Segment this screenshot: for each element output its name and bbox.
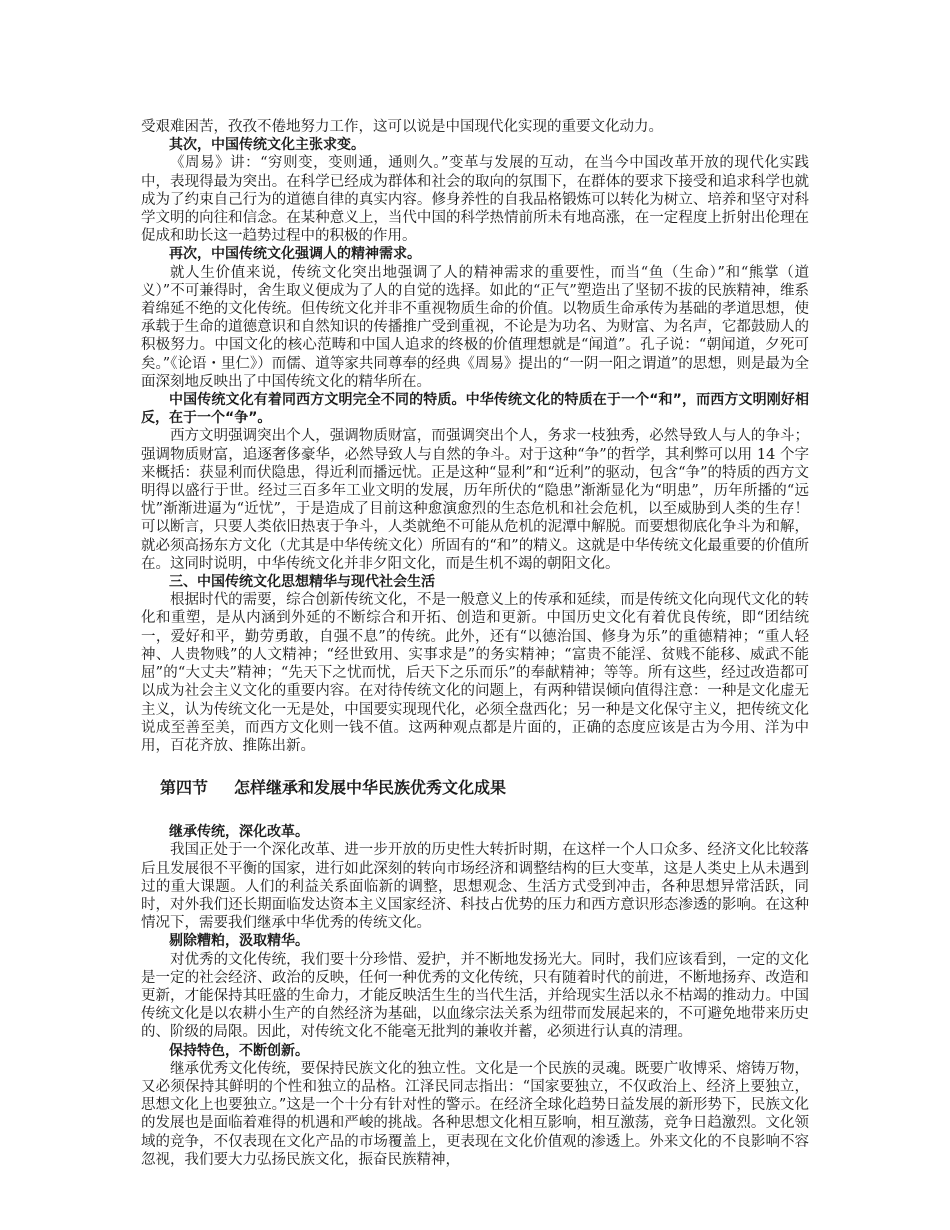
subheading-section-three: 三、中国传统文化思想精华与现代社会生活 <box>169 574 435 591</box>
paragraph-innovation: 根据时代的需要，综合创新传统文化，不是一般意义上的传承和延续，而是传统文化向现代文化的转化和重塑，是从内涵到外延的不断综合和开拓、创造和更新。中国历史文化有着优良传统，即“团结统一，爱好和平，勤劳勇敢，自强不息”的传统。此外，还有“以德治国、修身为乐”的重德精神；“重人轻神、人贵物贱”的人文精神；“经世致用、实事求是”的务实精神；“富贵不能淫、贫贱不能移、威武不能屈”的“大丈夫”精神；“先天下之忧而忧，后天下之乐而乐”的奉献精神；等等。所有这些，经过改造都可以成为社会主义文化的重要内容。在对待传统文化的问题上，有两种错误倾向值得注意：一种是文化虚无主义，认为传统文化一无是处，中国要实现现代化，必须全盘西化；另一种是文化保守主义，把传统文化说成至善至美，而西方文化则一钱不值。这两种观点都是片面的，正确的态度应该是古为今用、洋为中用，百花齐放、推陈出新。 <box>141 592 809 754</box>
section-number: 第四节 <box>160 778 209 798</box>
subheading-seek-change: 其次，中国传统文化主张求变。 <box>169 137 365 154</box>
document-page <box>141 118 809 1169</box>
paragraph-western-civilization: 西方文明强调突出个人，强调物质财富，而强调突出个人，务求一枝独秀，必然导致人与人的争斗；强调物质财富，追逐奢侈豪华，必然导致人与自然的争斗。对于这种“争”的哲学，其利弊可以用 14 个字来概括：获显利而伏隐患，得近利而播远忧。正是这种“显利”和“近利”的驱动，包含“争”的特质的西方文明得以盛行于世。经过三百多年工业文明的发展，历年所伏的“隐患”渐渐显化为“明患”，历年所播的“远忧”渐渐进逼为“近忧”，于是造成了目前这种愈演愈烈的生态危机和社会危机，以至威胁到人类的生存！可以断言，只要人类依旧热衷于争斗，人类就绝不可能从危机的泥潭中解脱。而要想彻底化争斗为和解，就必须高扬东方文化（尤其是中华传统文化）所固有的“和”的精义。这就是中华传统文化最重要的价值所在。这同时说明，中华传统文化并非夕阳文化，而是生机不竭的朝阳文化。 <box>141 428 809 572</box>
subheading-keep-features: 保持特色，不断创新。 <box>169 1042 309 1059</box>
subheading-spiritual-needs: 再次，中国传统文化强调人的精神需求。 <box>169 246 421 263</box>
subheading-harmony-vs-strife: 中国传统文化有着同西方文明完全不同的特质。中华传统文化的特质在于一个“和”，而西方文明刚好相反，在于一个“争”。 <box>141 392 809 427</box>
subheading-remove-dross: 剔除糟粕，汲取精华。 <box>169 933 309 950</box>
section-title-text: 怎样继承和发展中华民族优秀文化成果 <box>234 778 507 798</box>
paragraph-life-value: 就人生价值来说，传统文化突出地强调了人的精神需求的重要性，而当“鱼（生命）”和“熊掌（道义）”不可兼得时，舍生取义便成为了人的自觉的选择。如此的“正气”塑造出了坚韧不拔的民族精神，维系着绵延不绝的文化传统。但传统文化并非不重视物质生命的价值。以物质生命承传为基础的孝道思想，使承载于生命的道德意识和自然知识的传播推广受到重视，不论是为功名、为财富、为名声，它都鼓励人的积极努力。中国文化的核心范畴和中国人追求的终极的价值理想就是“闻道”。孔子说：“朝闻道，夕死可矣。”《论语・里仁》）而儒、道等家共同尊奉的经典《周易》提出的“一阴一阳之谓道”的思想，则是最为全面深刻地反映出了中国传统文化的精华所在。 <box>141 264 809 390</box>
paragraph-zhouyi: 《周易》讲：“穷则变，变则通，通则久。”变革与发展的互动，在当今中国改革开放的现代化实践中，表现得最为突出。在科学已经成为群体和社会的取向的氛围下，在群体的要求下接受和追求科学也就成为了约束自己行为的道德自律的真实内容。修身养性的自我品格锻炼可以转化为树立、培养和坚守对科学文明的向往和信念。在某种意义上，当代中国的科学热情前所未有地高涨，在一定程度上折射出伦理在促成和助长这一趋势过程中的积极的作用。 <box>141 155 809 245</box>
section-heading <box>160 777 809 799</box>
subheading-inherit-reform: 继承传统，深化改革。 <box>169 824 309 841</box>
paragraph-continued: 受艰难困苦，孜孜不倦地努力工作，这可以说是中国现代化实现的重要文化动力。 <box>141 119 663 135</box>
paragraph-reform-period: 我国正处于一个深化改革、进一步开放的历史性大转折时期，在这样一个人口众多、经济文化比较落后且发展很不平衡的国家，进行如此深刻的转向市场经济和调整结构的巨大变革，这是人类史上从未遇到过的重大课题。人们的利益关系面临新的调整，思想观念、生活方式受到冲击，各种思想异常活跃，同时，对外我们还长期面临发达资本主义国家经济、科技占优势的压力和西方意识形态渗透的影响。在这种情况下，需要我们继承中华优秀的传统文化。 <box>141 842 809 932</box>
paragraph-cherish-tradition: 对优秀的文化传统，我们要十分珍惜、爱护，并不断地发扬光大。同时，我们应该看到，一定的文化是一定的社会经济、政治的反映，任何一种优秀的文化传统，只有随着时代的前进，不断地扬弃、改造和更新，才能保持其旺盛的生命力，才能反映活生生的当代生活，并给现实生活以永不枯竭的推动力。中国传统文化是以农耕小生产的自然经济为基础，以血缘宗法关系为纽带而发展起来的，不可避免地带来历史的、阶级的局限。因此，对传统文化不能毫无批判的兼收并蓄，必须进行认真的清理。 <box>141 951 809 1041</box>
paragraph-independence: 继承优秀文化传统，要保持民族文化的独立性。文化是一个民族的灵魂。既要广收博采、熔铸万物，又必须保持其鲜明的个性和独立的品格。江泽民同志指出：“国家要独立，不仅政治上、经济上要独立，思想文化上也要独立。”这是一个十分有针对性的警示。在经济全球化趋势日益发展的新形势下，民族文化的发展也是面临着难得的机遇和严峻的挑战。各种思想文化相互影响，相互激荡，竞争日趋激烈。文化领域的竞争，不仅表现在文化产品的市场覆盖上，更表现在文化价值观的渗透上。外来文化的不良影响不容忽视，我们要大力弘扬民族文化，振奋民族精神， <box>141 1060 809 1168</box>
